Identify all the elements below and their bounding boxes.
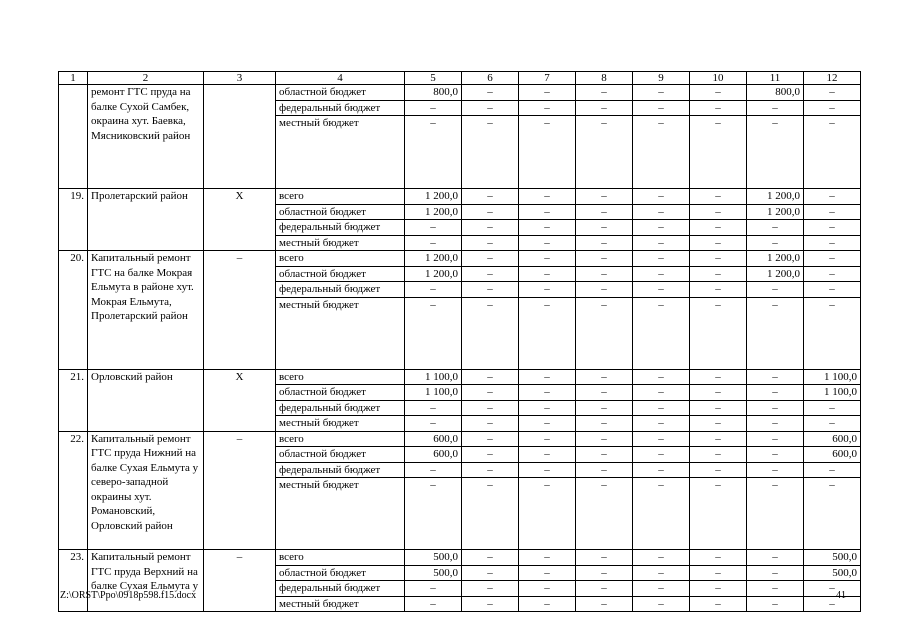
amount-cell: – (690, 266, 747, 282)
table-row (59, 431, 861, 447)
amount-cell: – (519, 100, 576, 116)
amount-cell: – (576, 416, 633, 432)
amount-cell: – (690, 565, 747, 581)
amount-cell: – (519, 282, 576, 298)
amount-cell: – (747, 431, 804, 447)
funding-source-label: местный бюджет (276, 116, 405, 189)
amount-cell: – (747, 369, 804, 385)
amount-cell: – (576, 100, 633, 116)
amount-cell: 1 200,0 (405, 251, 462, 267)
item-name: Пролетарский район (88, 189, 204, 251)
amount-cell: – (804, 189, 861, 205)
amount-cell: – (804, 400, 861, 416)
amount-cell: – (462, 431, 519, 447)
amount-cell: – (405, 235, 462, 251)
amount-cell: – (804, 204, 861, 220)
amount-cell: – (633, 447, 690, 463)
amount-cell: – (576, 462, 633, 478)
amount-cell: – (405, 581, 462, 597)
amount-cell: – (633, 251, 690, 267)
amount-cell: – (633, 596, 690, 612)
amount-cell: – (519, 447, 576, 463)
amount-cell: – (747, 235, 804, 251)
amount-cell: – (690, 116, 747, 189)
column-header: 10 (690, 72, 747, 85)
amount-cell: – (690, 85, 747, 101)
amount-cell: 1 100,0 (405, 385, 462, 401)
item-name: ремонт ГТС пруда на балке Сухой Самбек, окраина хут. Баевка, Мясниковский район (88, 85, 204, 189)
amount-cell: – (405, 462, 462, 478)
amount-cell: – (576, 189, 633, 205)
amount-cell: – (633, 220, 690, 236)
amount-cell: – (576, 204, 633, 220)
amount-cell: – (576, 282, 633, 298)
funding-source-label: областной бюджет (276, 565, 405, 581)
amount-cell: 1 100,0 (804, 385, 861, 401)
amount-cell: – (576, 581, 633, 597)
amount-cell: 800,0 (747, 85, 804, 101)
amount-cell: – (804, 282, 861, 298)
item-name: Капитальный ремонт ГТС на балке Мокрая Ельмута в районе хут. Мокрая Ельмута, Пролетарский район (88, 251, 204, 370)
column-header: 1 (59, 72, 88, 85)
amount-cell: – (462, 204, 519, 220)
amount-cell: – (576, 596, 633, 612)
item-number: 20. (59, 251, 88, 370)
item-name: Орловский район (88, 369, 204, 431)
amount-cell: – (804, 85, 861, 101)
amount-cell: – (747, 282, 804, 298)
amount-cell: – (690, 369, 747, 385)
amount-cell: – (633, 369, 690, 385)
item-col3: – (204, 431, 276, 550)
amount-cell: – (633, 266, 690, 282)
amount-cell: – (519, 596, 576, 612)
amount-cell: – (519, 251, 576, 267)
amount-cell: – (633, 204, 690, 220)
amount-cell: – (690, 189, 747, 205)
amount-cell: 500,0 (405, 565, 462, 581)
funding-source-label: федеральный бюджет (276, 462, 405, 478)
funding-source-label: областной бюджет (276, 85, 405, 101)
amount-cell: 1 200,0 (405, 266, 462, 282)
amount-cell: – (747, 416, 804, 432)
amount-cell: – (462, 581, 519, 597)
amount-cell: – (804, 416, 861, 432)
amount-cell: – (519, 565, 576, 581)
amount-cell: – (405, 282, 462, 298)
table-row (59, 85, 861, 101)
item-number: 21. (59, 369, 88, 431)
amount-cell: – (690, 100, 747, 116)
amount-cell: – (747, 400, 804, 416)
item-name: Капитальный ремонт ГТС пруда Нижний на балке Сухая Ельмута у северо-западной окраины хут. Романовский, Орловский район (88, 431, 204, 550)
table-row (59, 189, 861, 205)
item-number (59, 85, 88, 189)
amount-cell: – (690, 550, 747, 566)
amount-cell: – (462, 266, 519, 282)
amount-cell: – (462, 462, 519, 478)
item-col3: Х (204, 189, 276, 251)
amount-cell: – (690, 596, 747, 612)
amount-cell: – (804, 251, 861, 267)
amount-cell: – (633, 85, 690, 101)
amount-cell: – (462, 478, 519, 550)
footer-file-path: Z:\ORST\Ppo\0918p598.f15.docx (60, 590, 197, 601)
amount-cell: – (633, 478, 690, 550)
funding-source-label: областной бюджет (276, 204, 405, 220)
budget-table (58, 71, 861, 612)
amount-cell: – (462, 297, 519, 369)
column-header: 2 (88, 72, 204, 85)
amount-cell: – (747, 596, 804, 612)
amount-cell: – (690, 235, 747, 251)
amount-cell: – (519, 266, 576, 282)
amount-cell: 1 200,0 (405, 189, 462, 205)
amount-cell: 600,0 (405, 447, 462, 463)
amount-cell: – (633, 100, 690, 116)
funding-source-label: федеральный бюджет (276, 220, 405, 236)
amount-cell: – (690, 431, 747, 447)
amount-cell: – (690, 478, 747, 550)
amount-cell: – (462, 116, 519, 189)
amount-cell: – (747, 478, 804, 550)
amount-cell: – (804, 297, 861, 369)
funding-source-label: федеральный бюджет (276, 100, 405, 116)
amount-cell: – (576, 251, 633, 267)
amount-cell: – (462, 447, 519, 463)
amount-cell: – (690, 297, 747, 369)
amount-cell: – (633, 297, 690, 369)
item-number: 23. (59, 550, 88, 612)
funding-source-label: всего (276, 189, 405, 205)
header-row (59, 72, 861, 85)
amount-cell: – (462, 596, 519, 612)
amount-cell: – (519, 85, 576, 101)
amount-cell: – (633, 416, 690, 432)
amount-cell: – (804, 266, 861, 282)
amount-cell: – (747, 581, 804, 597)
amount-cell: – (747, 220, 804, 236)
amount-cell: 500,0 (405, 550, 462, 566)
amount-cell: – (633, 431, 690, 447)
amount-cell: – (576, 431, 633, 447)
amount-cell: 1 200,0 (405, 204, 462, 220)
amount-cell: – (519, 400, 576, 416)
amount-cell: – (519, 431, 576, 447)
amount-cell: – (462, 416, 519, 432)
amount-cell: – (633, 550, 690, 566)
amount-cell: – (519, 116, 576, 189)
amount-cell: – (519, 369, 576, 385)
amount-cell: 600,0 (804, 431, 861, 447)
amount-cell: – (405, 416, 462, 432)
amount-cell: – (519, 297, 576, 369)
amount-cell: – (576, 266, 633, 282)
amount-cell: – (747, 550, 804, 566)
amount-cell: – (405, 116, 462, 189)
amount-cell: 1 100,0 (405, 369, 462, 385)
amount-cell: – (576, 235, 633, 251)
amount-cell: – (690, 581, 747, 597)
amount-cell: – (462, 385, 519, 401)
column-header: 9 (633, 72, 690, 85)
amount-cell: – (690, 220, 747, 236)
funding-source-label: федеральный бюджет (276, 400, 405, 416)
amount-cell: – (633, 400, 690, 416)
amount-cell: – (633, 462, 690, 478)
amount-cell: – (690, 251, 747, 267)
item-name: Капитальный ремонт ГТС пруда Верхний на балке Сухая Ельмута у (88, 550, 204, 612)
funding-source-label: всего (276, 431, 405, 447)
amount-cell: – (519, 462, 576, 478)
amount-cell: – (405, 220, 462, 236)
table-row (59, 251, 861, 267)
amount-cell: – (519, 581, 576, 597)
item-col3 (204, 85, 276, 189)
amount-cell: 600,0 (804, 447, 861, 463)
funding-source-label: всего (276, 369, 405, 385)
amount-cell: – (747, 385, 804, 401)
amount-cell: – (690, 447, 747, 463)
amount-cell: – (804, 235, 861, 251)
amount-cell: 500,0 (804, 550, 861, 566)
funding-source-label: всего (276, 251, 405, 267)
funding-source-label: местный бюджет (276, 478, 405, 550)
amount-cell: – (747, 462, 804, 478)
column-header: 11 (747, 72, 804, 85)
amount-cell: – (519, 478, 576, 550)
amount-cell: – (576, 116, 633, 189)
table-row (59, 550, 861, 566)
amount-cell: – (633, 385, 690, 401)
amount-cell: – (405, 400, 462, 416)
amount-cell: – (405, 478, 462, 550)
amount-cell: – (747, 100, 804, 116)
amount-cell: – (633, 116, 690, 189)
funding-source-label: федеральный бюджет (276, 581, 405, 597)
amount-cell: 1 200,0 (747, 204, 804, 220)
item-number: 22. (59, 431, 88, 550)
amount-cell: – (576, 478, 633, 550)
funding-source-label: местный бюджет (276, 235, 405, 251)
amount-cell: – (576, 400, 633, 416)
amount-cell: – (462, 400, 519, 416)
amount-cell: – (519, 189, 576, 205)
amount-cell: – (576, 369, 633, 385)
funding-source-label: федеральный бюджет (276, 282, 405, 298)
amount-cell: – (462, 220, 519, 236)
amount-cell: – (462, 189, 519, 205)
table-row (59, 369, 861, 385)
amount-cell: – (519, 220, 576, 236)
column-header: 12 (804, 72, 861, 85)
amount-cell: – (804, 462, 861, 478)
amount-cell: 1 200,0 (747, 266, 804, 282)
funding-source-label: всего (276, 550, 405, 566)
amount-cell: – (804, 596, 861, 612)
amount-cell: – (633, 235, 690, 251)
amount-cell: – (804, 116, 861, 189)
amount-cell: – (804, 581, 861, 597)
column-header: 8 (576, 72, 633, 85)
amount-cell: – (576, 550, 633, 566)
amount-cell: – (690, 416, 747, 432)
amount-cell: 600,0 (405, 431, 462, 447)
amount-cell: – (519, 385, 576, 401)
amount-cell: – (690, 204, 747, 220)
item-col3: – (204, 251, 276, 370)
amount-cell: – (462, 550, 519, 566)
page-number: 41 (836, 590, 846, 601)
amount-cell: 500,0 (804, 565, 861, 581)
amount-cell: – (690, 282, 747, 298)
column-header: 3 (204, 72, 276, 85)
amount-cell: – (804, 220, 861, 236)
amount-cell: – (633, 581, 690, 597)
amount-cell: – (633, 565, 690, 581)
amount-cell: – (633, 189, 690, 205)
amount-cell: – (690, 400, 747, 416)
amount-cell: – (576, 565, 633, 581)
amount-cell: – (690, 385, 747, 401)
amount-cell: – (519, 204, 576, 220)
amount-cell: – (633, 282, 690, 298)
column-header: 5 (405, 72, 462, 85)
amount-cell: – (747, 297, 804, 369)
amount-cell: – (462, 369, 519, 385)
amount-cell: – (462, 565, 519, 581)
amount-cell: – (804, 100, 861, 116)
funding-source-label: областной бюджет (276, 385, 405, 401)
funding-source-label: областной бюджет (276, 266, 405, 282)
amount-cell: – (519, 416, 576, 432)
amount-cell: – (405, 100, 462, 116)
amount-cell: – (576, 297, 633, 369)
amount-cell: 1 200,0 (747, 251, 804, 267)
amount-cell: – (576, 85, 633, 101)
amount-cell: – (519, 550, 576, 566)
item-col3: Х (204, 369, 276, 431)
amount-cell: – (747, 447, 804, 463)
funding-source-label: местный бюджет (276, 416, 405, 432)
amount-cell: – (519, 235, 576, 251)
amount-cell: – (576, 447, 633, 463)
amount-cell: – (747, 116, 804, 189)
amount-cell: – (405, 297, 462, 369)
amount-cell: – (462, 282, 519, 298)
amount-cell: – (690, 462, 747, 478)
amount-cell: – (462, 100, 519, 116)
item-number: 19. (59, 189, 88, 251)
amount-cell: 800,0 (405, 85, 462, 101)
funding-source-label: местный бюджет (276, 596, 405, 612)
amount-cell: – (405, 596, 462, 612)
column-header: 7 (519, 72, 576, 85)
column-header: 6 (462, 72, 519, 85)
funding-source-label: местный бюджет (276, 297, 405, 369)
amount-cell: 1 100,0 (804, 369, 861, 385)
item-col3: – (204, 550, 276, 612)
amount-cell: – (462, 235, 519, 251)
amount-cell: – (576, 385, 633, 401)
amount-cell: – (576, 220, 633, 236)
funding-source-label: областной бюджет (276, 447, 405, 463)
amount-cell: 1 200,0 (747, 189, 804, 205)
amount-cell: – (747, 565, 804, 581)
amount-cell: – (804, 478, 861, 550)
amount-cell: – (462, 251, 519, 267)
amount-cell: – (462, 85, 519, 101)
column-header: 4 (276, 72, 405, 85)
